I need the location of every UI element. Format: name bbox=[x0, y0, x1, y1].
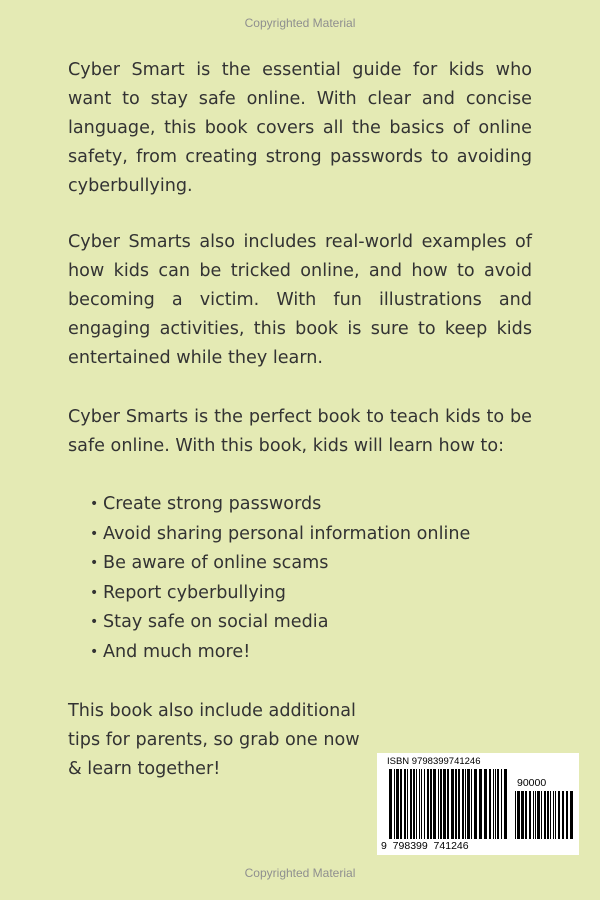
barcode-bar bbox=[413, 769, 415, 839]
list-item bbox=[68, 549, 538, 579]
watermark-bottom: Copyrighted Material bbox=[244, 866, 356, 880]
barcode-bar bbox=[455, 769, 457, 839]
barcode-bar bbox=[479, 769, 482, 839]
barcode-bar bbox=[471, 769, 472, 839]
isbn-barcode bbox=[377, 753, 579, 855]
barcode-bar bbox=[465, 769, 466, 839]
list-item-text: Be aware of online scams bbox=[103, 553, 329, 573]
list-item-text: Report cyberbullying bbox=[103, 582, 286, 603]
bullet-icon: • bbox=[90, 555, 99, 571]
barcode-bar bbox=[419, 769, 420, 839]
barcode-bar bbox=[462, 769, 464, 839]
barcode-bar bbox=[550, 791, 551, 839]
barcode-bar bbox=[501, 769, 502, 839]
barcode-bar bbox=[493, 769, 494, 839]
list-item bbox=[68, 638, 538, 668]
barcode-bar bbox=[553, 791, 554, 839]
barcode-bar bbox=[570, 791, 573, 839]
barcode-bar bbox=[433, 769, 436, 839]
barcode-bar bbox=[533, 791, 534, 839]
barcode-bar bbox=[504, 769, 507, 839]
list-item bbox=[68, 608, 538, 638]
barcode-bar bbox=[451, 769, 454, 839]
list-item bbox=[68, 579, 538, 609]
barcode-bar bbox=[537, 791, 540, 839]
barcode-bar bbox=[410, 769, 412, 839]
list-item-text: Stay safe on social media bbox=[103, 612, 329, 632]
barcode-bar bbox=[566, 791, 568, 839]
barcode-bar bbox=[517, 791, 520, 839]
barcode-bar bbox=[558, 791, 560, 839]
barcode-bar bbox=[416, 769, 417, 839]
barcode-bar bbox=[394, 769, 395, 839]
list-item-text: Avoid sharing personal information online bbox=[103, 523, 471, 544]
list-item bbox=[68, 520, 538, 550]
barcode-bar bbox=[474, 769, 477, 839]
barcode-bar bbox=[440, 769, 442, 839]
barcode-bar bbox=[396, 769, 399, 839]
barcode-bar bbox=[544, 791, 546, 839]
barcode-bar bbox=[484, 769, 487, 839]
list-item-text: And much more! bbox=[103, 641, 251, 662]
watermark-top: Copyrighted Material bbox=[244, 16, 356, 30]
bullet-icon: • bbox=[90, 614, 99, 630]
parents-tip-paragraph: This book also include additional tips for parents, so grab one now & learn together! bbox=[68, 701, 360, 779]
barcode-bar bbox=[458, 769, 460, 839]
barcode-bar bbox=[529, 791, 531, 839]
barcode-bar bbox=[404, 769, 406, 839]
barcode-bar bbox=[447, 769, 449, 839]
learn-paragraph: Cyber Smarts is the perfect book to teach kids to be safe online. With this book, kids will learn how to: bbox=[68, 407, 532, 456]
bullet-icon: • bbox=[90, 496, 99, 512]
barcode-digits: 9 798399 741246 bbox=[381, 840, 469, 852]
barcode-bar bbox=[489, 769, 491, 839]
barcode-bar bbox=[497, 769, 499, 839]
bullet-icon: • bbox=[90, 643, 99, 660]
barcode-bar bbox=[515, 791, 516, 839]
examples-paragraph: Cyber Smarts also includes real-world examples of how kids can be tricked online, and how to avoid becoming a victim. With fun illustrations and engaging activities, this book is sure to keep kids entertained while they learn. bbox=[68, 232, 532, 368]
barcode-bar bbox=[525, 791, 527, 839]
barcode-bar bbox=[421, 769, 422, 839]
list-item-text: Create strong passwords bbox=[103, 494, 322, 514]
barcode-bar bbox=[467, 769, 470, 839]
bullet-icon: • bbox=[90, 584, 99, 601]
isbn-label: ISBN 9798399741246 bbox=[387, 756, 481, 767]
barcode-bar bbox=[495, 769, 496, 839]
bullet-icon: • bbox=[90, 525, 99, 542]
price-code: 90000 bbox=[517, 777, 547, 789]
barcode-bar bbox=[427, 769, 429, 839]
barcode-bar bbox=[438, 769, 439, 839]
barcode-bar bbox=[521, 791, 524, 839]
barcode-bar bbox=[443, 769, 446, 839]
barcode-bar bbox=[535, 791, 536, 839]
barcode-bar bbox=[555, 791, 556, 839]
barcode-bar bbox=[424, 769, 425, 839]
barcode-bar bbox=[389, 769, 392, 839]
barcode-bar bbox=[430, 769, 432, 839]
barcode-bar bbox=[541, 791, 542, 839]
barcode-bar bbox=[400, 769, 402, 839]
barcode-bar bbox=[562, 791, 564, 839]
list-item bbox=[68, 490, 538, 520]
learning-list bbox=[68, 490, 538, 667]
intro-paragraph: Cyber Smart is the essential guide for kids who want to stay safe online. With clear and concise language, this book covers all the basics of online safety, from creating strong passwords to avoiding cyberbullying. bbox=[68, 60, 532, 196]
barcode-bar bbox=[547, 791, 549, 839]
barcode-bar bbox=[407, 769, 408, 839]
